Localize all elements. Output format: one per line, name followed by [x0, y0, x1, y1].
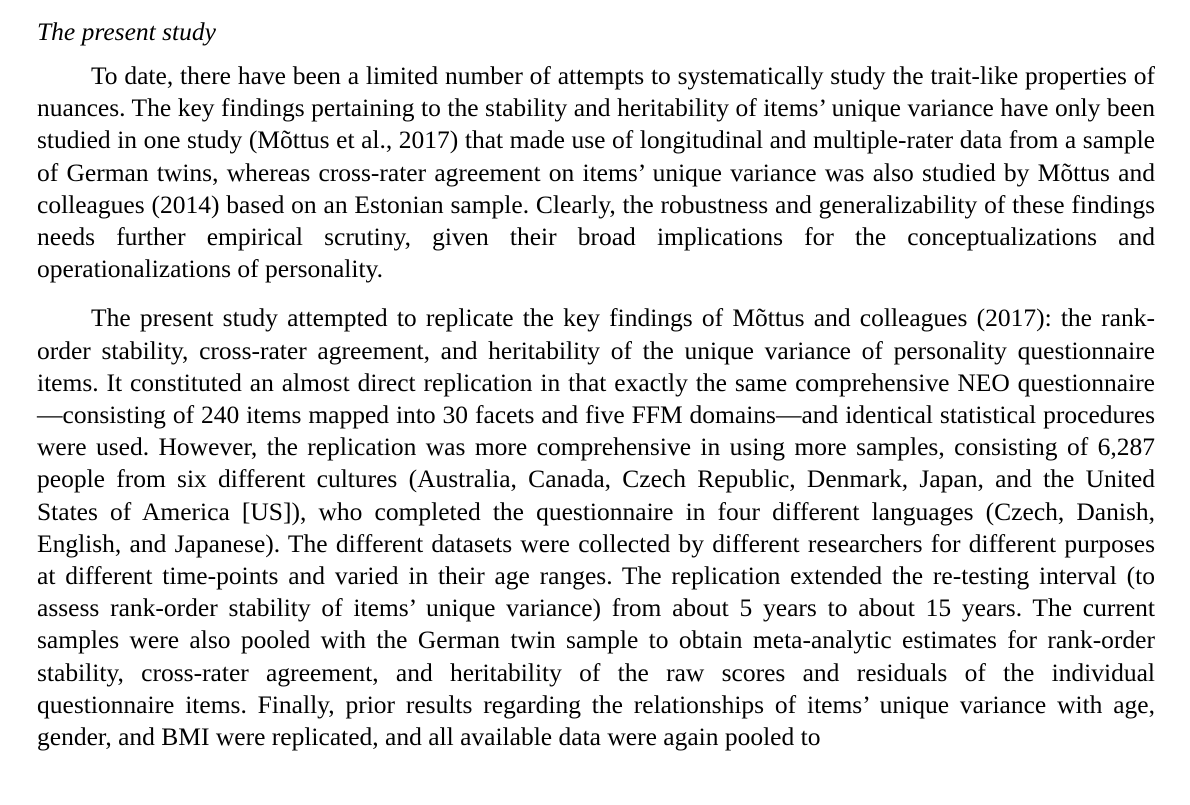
document-page — [37, 14, 1155, 753]
paragraph-1: To date, there have been a limited number of attempts to systematically study the trait-like properties of nuances. The key findings pertaining to the stability and heritability of items’ unique variance have only been studied in one study (Mõttus et al., 2017) that made use of longitudinal and multiple-rater data from a sample of German twins, whereas cross-rater agreement on items’ unique variance was also studied by Mõttus and colleagues (2014) based on an Estonian sample. Clearly, the robustness and generalizability of these findings needs further empirical scrutiny, given their broad implications for the conceptualizations and operationalizations of personality. — [37, 61, 1155, 284]
paragraph-2: The present study attempted to replicate the key findings of Mõttus and colleagues (2017): the rank-order stability, cross-rater agreement, and heritability of the unique variance of personality questionnaire items. It constituted an almost direct replication in that exactly the same comprehensive NEO questionnaire—consisting of 240 items mapped into 30 facets and five FFM domains—and identical statistical procedures were used. However, the replication was more comprehensive in using more samples, consisting of 6,287 people from six different cultures (Australia, Canada, Czech Republic, Denmark, Japan, and the United States of America [US]), who completed the questionnaire in four different languages (Czech, Danish, English, and Japanese). The different datasets were collected by different researchers for different purposes at different time-points and varied in their age ranges. The replication extended the re-testing interval (to assess rank-order stability of items’ unique variance) from about 5 years to about 15 years. The current samples were also pooled with the German twin sample to obtain meta-analytic estimates for rank-order stability, cross-rater agreement, and heritability of the raw scores and residuals of the individual questionnaire items. Finally, prior results regarding the relationships of items’ unique variance with age, gender, and BMI were replicated, and all available data were again pooled to — [37, 303, 1155, 752]
section-heading: The present study — [37, 17, 216, 46]
